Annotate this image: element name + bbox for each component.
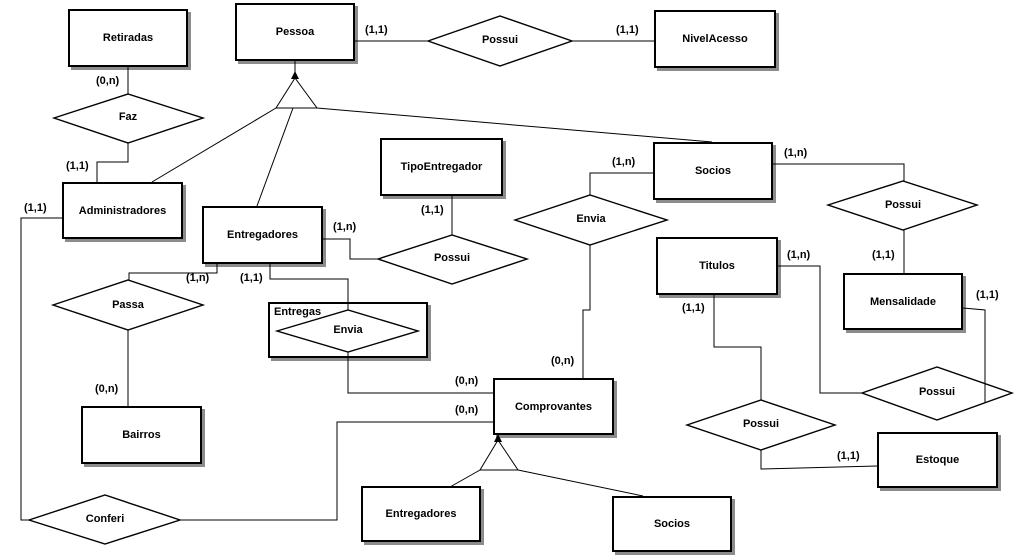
connector-isa-entregadores (257, 108, 293, 206)
cardinality-envia-comprovantes: (0,n) (551, 355, 575, 367)
cardinality-possui-nivelacesso: (1,1) (616, 24, 639, 36)
connector-socios-envia (590, 173, 653, 195)
cardinality-tipoentregador-possui: (1,1) (421, 204, 444, 216)
entity-label: Entregas (274, 306, 322, 318)
connector-socios-possui (773, 164, 904, 181)
entity-label: Administradores (78, 204, 167, 217)
connector-administradores-conferi (21, 218, 62, 520)
connector-isa2-socios (518, 470, 643, 496)
entity-label: NivelAcesso (682, 33, 748, 45)
relationship-label-possui-titulos-mensalidade: Possui (918, 386, 956, 398)
connector-titulos-possui-estoque (714, 295, 761, 400)
relationship-label-possui-socios: Possui (884, 199, 922, 211)
cardinality-titulos-possui-mensalidade: (1,n) (787, 249, 811, 261)
cardinality-titulos-possui-estoque: (1,1) (682, 302, 705, 314)
cardinality-passa-bairros: (0,n) (95, 383, 119, 395)
connector-faz-administradores (97, 143, 128, 182)
relationship-label-envia-socios: Envia (576, 213, 606, 225)
entity-label: Comprovantes (514, 400, 593, 413)
cardinality-mensalidade-possui: (1,1) (976, 289, 999, 301)
connector-isa2-entregadores (450, 470, 480, 487)
cardinality-socios-envia: (1,n) (612, 156, 636, 168)
entity-label: Entregadores (227, 229, 298, 241)
relationship-label-envia-entregas: Envia (333, 324, 363, 336)
isa-triangle-pessoa[interactable] (276, 78, 317, 108)
relationship-label-faz: Faz (118, 111, 138, 123)
relationship-label-possui-titulos-estoque: Possui (742, 418, 780, 430)
connector-entregadores-possui (323, 239, 378, 259)
connector-titulos-possui-mensalidade (778, 266, 862, 393)
connector-envia-socios-comprovantes (583, 245, 590, 378)
entity-label: Socios (694, 165, 732, 177)
entity-label: Bairros (122, 429, 161, 441)
relationship-label-possui-tipoentregador: Possui (433, 252, 471, 264)
relationship-label-conferi: Conferi (85, 513, 125, 525)
entity-label: Titulos (699, 260, 735, 272)
entity-label: Socios (653, 518, 691, 530)
connector-isa-socios (317, 108, 712, 142)
cardinality-retiradas-faz: (0,n) (96, 75, 120, 87)
cardinality-administradores-conferi: (1,1) (24, 202, 47, 214)
cardinality-entregadores-possui: (1,n) (333, 221, 357, 233)
cardinality-possui-estoque: (1,1) (837, 450, 860, 462)
relationship-label-passa: Passa (112, 299, 144, 311)
cardinality-socios-possui: (1,n) (784, 147, 808, 159)
cardinality-entregas-comprovantes: (0,n) (455, 375, 479, 387)
isa-triangle-comprovantes[interactable] (480, 440, 518, 470)
relationship-label-possui-pessoa: Possui (481, 34, 519, 46)
cardinality-possui-mensalidade: (1,1) (872, 249, 895, 261)
entity-label: TipoEntregador (400, 161, 483, 173)
cardinality-faz-administradores: (1,1) (66, 160, 89, 172)
entity-label: Estoque (915, 454, 960, 466)
entity-label: Entregadores (385, 508, 457, 520)
cardinality-entregadores-passa: (1,n) (186, 272, 210, 284)
cardinality-pessoa-possui: (1,1) (365, 24, 388, 36)
cardinality-conferi-comprovantes: (0,n) (455, 404, 479, 416)
isa-arrowhead-pessoa (291, 71, 299, 79)
entity-label: Mensalidade (869, 295, 937, 308)
connector-conferi-comprovantes (180, 422, 493, 520)
entity-label: Retiradas (102, 32, 154, 44)
cardinality-entregadores-envia: (1,1) (240, 272, 263, 284)
isa-arrowhead-comprovantes (494, 434, 502, 442)
connector-entregadores-envia (270, 264, 348, 310)
entity-label: Pessoa (275, 26, 315, 38)
